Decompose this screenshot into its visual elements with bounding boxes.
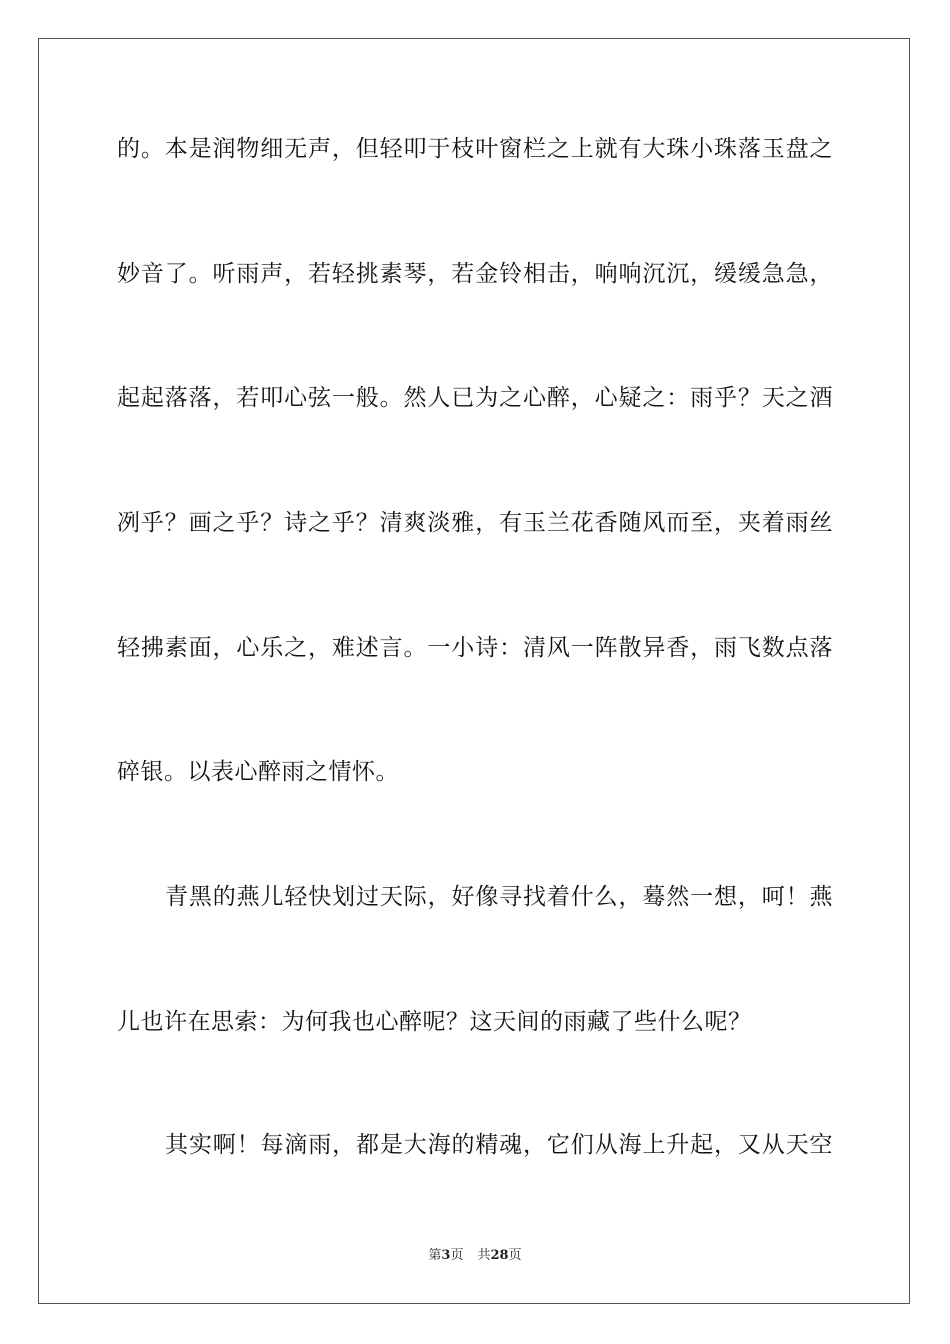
paragraph-first-line: 其实啊！每滴雨，都是大海的精魂，它们从海上升起，又从天空 bbox=[165, 1132, 833, 1158]
text-line: 的。本是润物细无声，但轻叩于枝叶窗栏之上就有大珠小珠落玉盘之 bbox=[117, 136, 833, 162]
total-suffix: 页 bbox=[508, 1248, 522, 1263]
paragraph-first-line: 青黑的燕儿轻快划过天际，好像寻找着什么，蓦然一想，呵！燕 bbox=[165, 884, 833, 910]
page-suffix: 页 bbox=[450, 1248, 464, 1263]
text-line: 碎银。以表心醉雨之情怀。 bbox=[117, 759, 399, 785]
page-number: 3 bbox=[441, 1248, 451, 1263]
text-line: 妙音了。听雨声，若轻挑素琴，若金铃相击，响响沉沉，缓缓急急， bbox=[117, 261, 833, 287]
text-line: 轻拂素面，心乐之，难述言。一小诗：清风一阵散异香，雨飞数点落 bbox=[117, 635, 833, 661]
page-footer bbox=[0, 1247, 950, 1265]
total-prefix: 共 bbox=[477, 1248, 491, 1263]
text-line: 起起落落，若叩心弦一般。然人已为之心醉，心疑之：雨乎？天之酒 bbox=[117, 385, 833, 411]
text-line: 冽乎？画之乎？诗之乎？清爽淡雅，有玉兰花香随风而至，夹着雨丝 bbox=[117, 510, 833, 536]
page-border bbox=[38, 38, 910, 1304]
page-prefix: 第 bbox=[428, 1248, 442, 1263]
total-pages: 28 bbox=[490, 1248, 509, 1263]
text-line: 儿也许在思索：为何我也心醉呢？这天间的雨藏了些什么呢？ bbox=[117, 1009, 752, 1035]
